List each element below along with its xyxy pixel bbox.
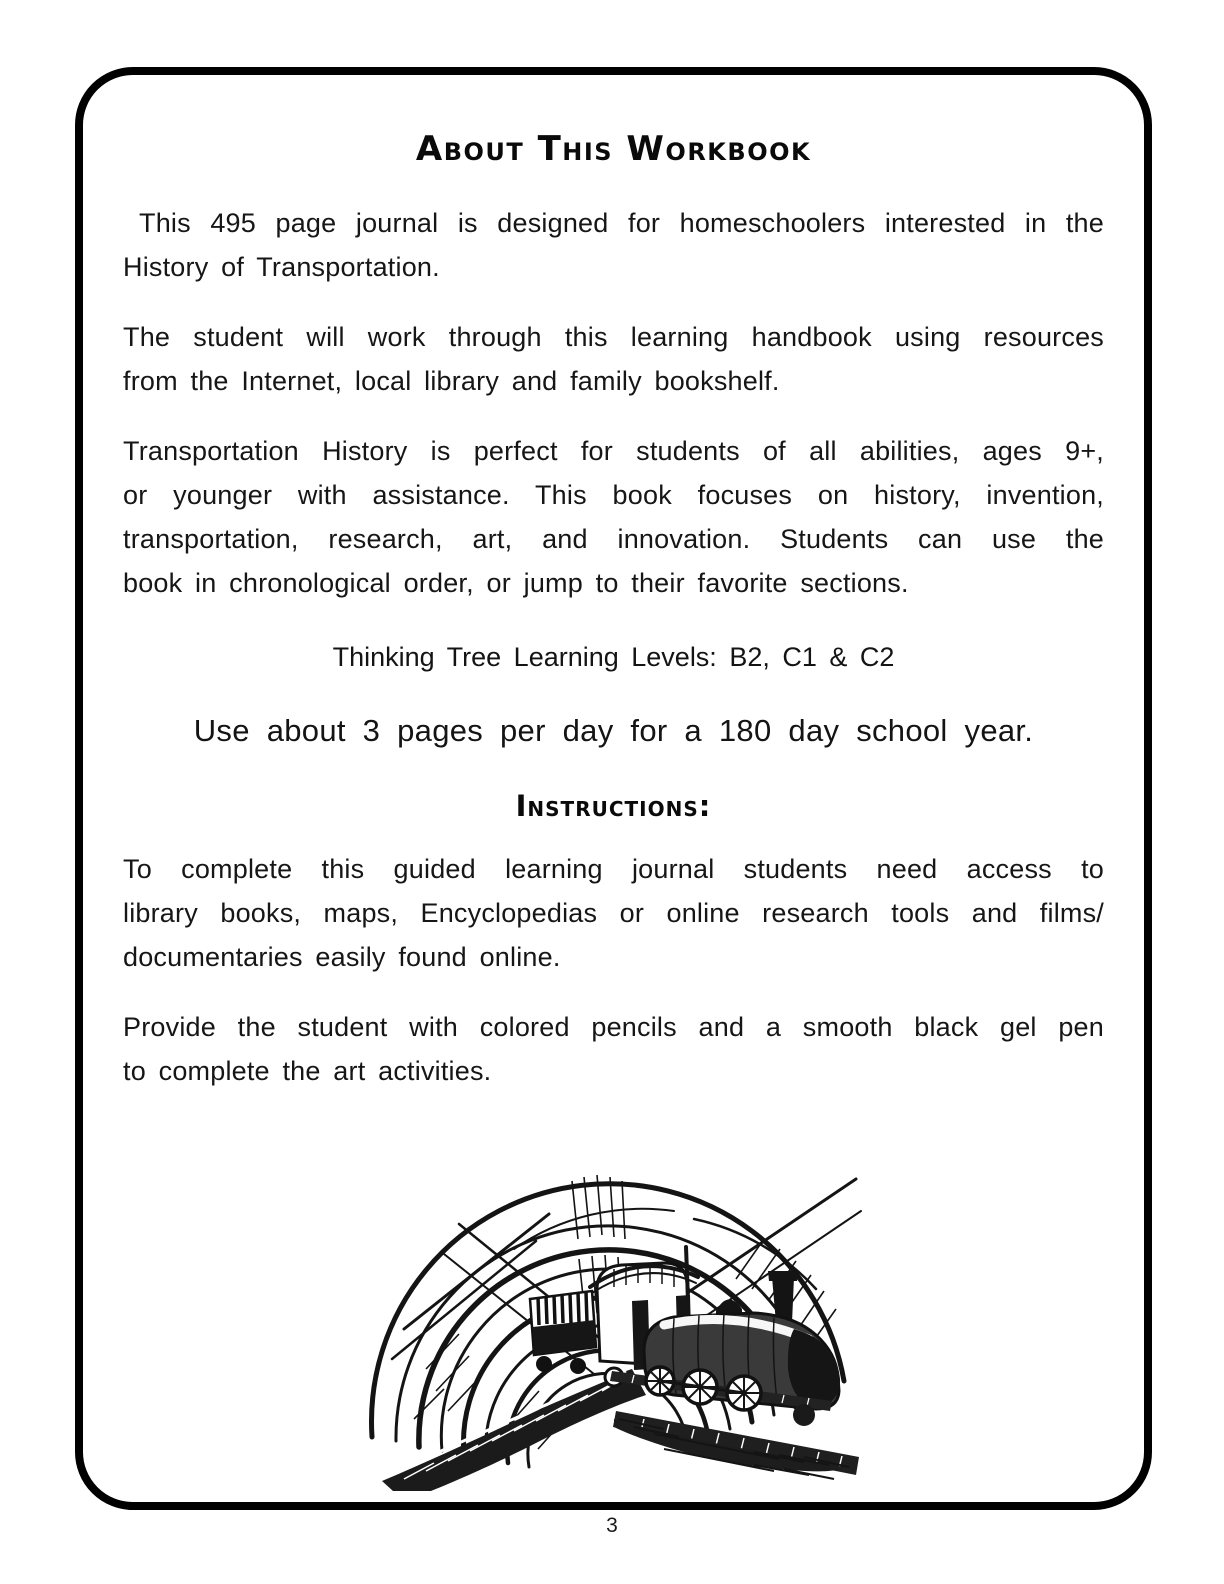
about-paragraph-3: Transportation History is perfect for students of all abilities, ages 9+, or younger with assistance. This book focuses on history, invention, transportation, research, art, and innovation. Students can use the book in chronological order, or jump to their favorite sections.: [123, 436, 1104, 598]
instructions-paragraph-2: Provide the student with colored pencils and a smooth black gel pen to complete the art activities.: [123, 1012, 1104, 1086]
page-border-frame: [75, 67, 1152, 1510]
pages-per-day-line: Use about 3 pages per day for a 180 day school year.: [193, 713, 1034, 748]
about-paragraph-1: This 495 page journal is designed for homeschoolers interested in the History of Transportation.: [123, 208, 1104, 282]
page-content: [83, 75, 1144, 1491]
instructions-paragraph-1: To complete this guided learning journal students need access to library books, maps, Encyclopedias or online research tools and films/ documentaries easily found online.: [123, 854, 1104, 972]
learning-levels-line: Thinking Tree Learning Levels: B2, C1 & C2: [332, 642, 895, 672]
steam-train-in-tunnel-illustration: [364, 1119, 864, 1491]
instructions-heading: Instructions:: [515, 789, 712, 823]
page-title: About This Workbook: [415, 129, 812, 169]
page-number: 3: [606, 1514, 618, 1537]
about-paragraph-2: The student will work through this learning handbook using resources from the Internet, local library and family bookshelf.: [123, 322, 1104, 396]
